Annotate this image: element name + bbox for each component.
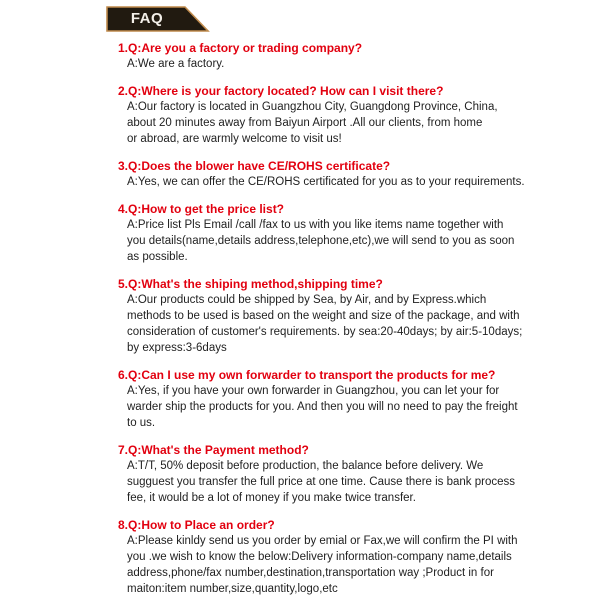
faq-question: 2.Q:Where is your factory located? How can I visit there? [118, 84, 444, 98]
faq-answer-line: or abroad, are warmly welcome to visit us! [127, 133, 342, 145]
faq-answer-line: A:Yes, we can offer the CE/ROHS certificated for you as to your requirements. [127, 176, 525, 188]
faq-answer-line: A:T/T, 50% deposit before production, the balance before delivery. We [127, 460, 484, 472]
faq-item [118, 367, 558, 431]
faq-item [118, 517, 558, 597]
faq-header-badge [106, 6, 210, 32]
faq-item [118, 40, 558, 72]
faq-item [118, 442, 558, 506]
faq-answer-line: fee, it would be a lot of money if you make twice transfer. [127, 492, 416, 504]
faq-item [118, 276, 558, 356]
faq-item [118, 83, 558, 147]
faq-answer-line: you .we wish to know the below:Delivery information-company name,details [127, 551, 512, 563]
faq-question: 4.Q:How to get the price list? [118, 202, 285, 216]
faq-answer-line: consideration of customer's requirements. by sea:20-40days; by air:5-10days; [127, 326, 523, 338]
faq-question: 3.Q:Does the blower have CE/ROHS certificate? [118, 159, 391, 173]
faq-answer-line: about 20 minutes away from Baiyun Airport .All our clients, from home [127, 117, 483, 129]
faq-answer-line: sugguest you transfer the full price at one time. Cause there is bank process [127, 476, 516, 488]
faq-item [118, 158, 558, 190]
faq-question: 6.Q:Can I use my own forwarder to transport the products for me? [118, 368, 496, 382]
faq-question: 7.Q:What's the Payment method? [118, 443, 309, 457]
faq-answer-line: as possible. [127, 251, 188, 263]
faq-answer-line: A:Please kinldy send us you order by emial or Fax,we will confirm the PI with [127, 535, 518, 547]
faq-answer-line: A:Yes, if you have your own forwarder in Guangzhou, you can let your for [127, 385, 500, 397]
faq-answer-line: methods to be used is based on the weight and size of the package, and with [127, 310, 520, 322]
faq-answer-line: to us. [127, 417, 156, 429]
faq-answer-line: A:We are a factory. [127, 58, 225, 70]
faq-answer-line: warder ship the products for you. And then you will no need to pay the freight [127, 401, 518, 413]
faq-answer-line: A:Our factory is located in Guangzhou City, Guangdong Province, China, [127, 101, 498, 113]
faq-answer-line: A:Our products could be shipped by Sea, by Air, and by Express.which [127, 294, 487, 306]
faq-answer-line: A:Price list Pls Email /call /fax to us with you like items name together with [127, 219, 504, 231]
faq-question: 5.Q:What's the shiping method,shipping time? [118, 277, 383, 291]
faq-answer-line: by express:3-6days [127, 342, 227, 354]
faq-title: FAQ [130, 10, 164, 27]
faq-question: 1.Q:Are you a factory or trading company? [118, 41, 363, 55]
faq-item [118, 201, 558, 265]
faq-answer-line: maiton:item number,size,quantity,logo,etc [127, 583, 338, 595]
faq-question: 8.Q:How to Place an order? [118, 518, 275, 532]
faq-answer-line: you details(name,details address,telephone,etc),we will send to you as soon [127, 235, 515, 247]
faq-list [118, 40, 558, 608]
faq-answer-line: address,phone/fax number,destination,transportation way ;Product in for [127, 567, 494, 579]
